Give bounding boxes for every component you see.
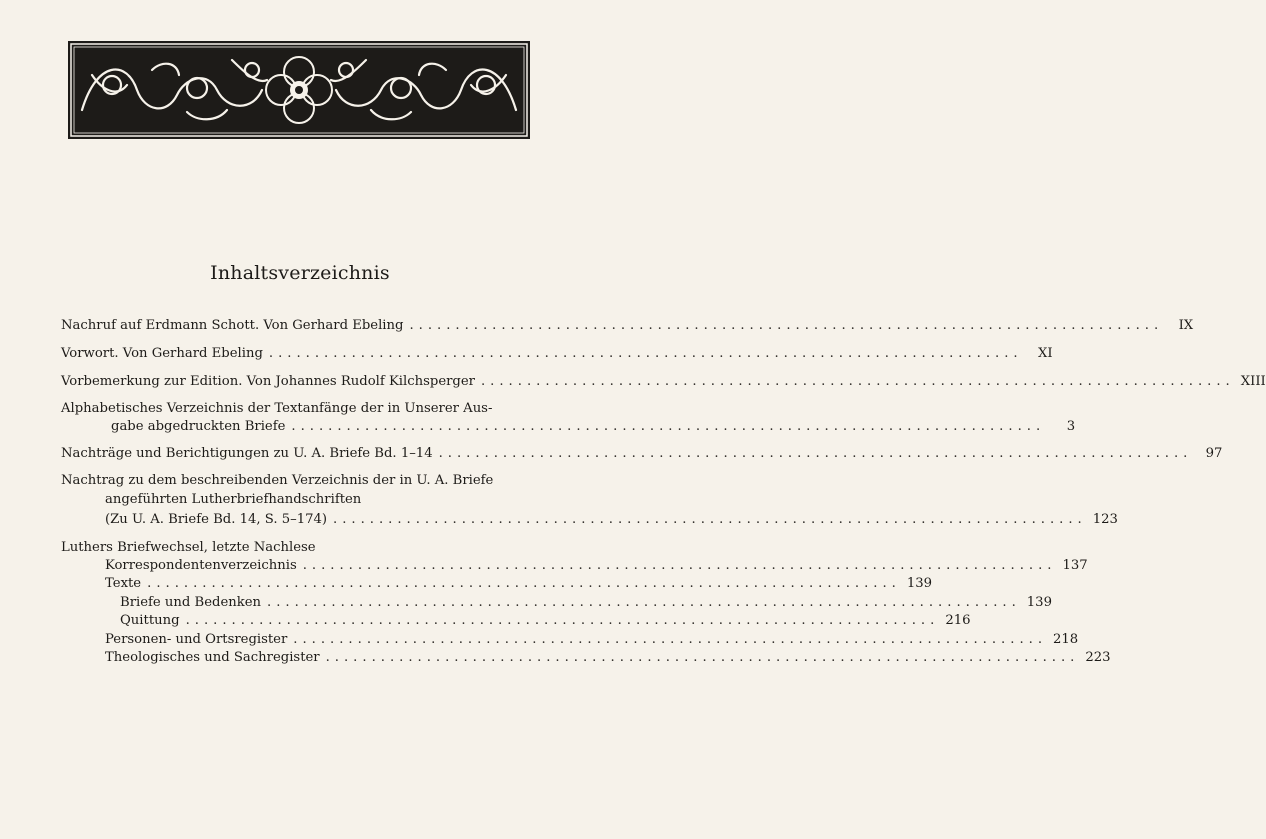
toc-entry[interactable]: Korrespondentenverzeichnis .................................................................................. 137 (105, 558, 1088, 573)
toc-entry[interactable]: gabe abgedruckten Briefe .................................................................................. 3 (111, 419, 1076, 434)
toc-entry[interactable]: Nachträge und Berichtigungen zu U. A. Briefe Bd. 1–14 .................................................................................. 97 (61, 446, 1223, 461)
toc-entry[interactable]: Vorwort. Von Gerhard Ebeling .................................................................................. XI (61, 346, 1053, 361)
toc-entry[interactable]: Nachruf auf Erdmann Schott. Von Gerhard Ebeling .................................................................................. IX (61, 318, 1194, 333)
toc-entry[interactable]: Briefe und Bedenken .................................................................................. 139 (120, 595, 1052, 610)
toc-entry[interactable]: Theologisches und Sachregister .................................................................................. 223 (105, 650, 1111, 665)
toc-entry[interactable]: (Zu U. A. Briefe Bd. 14, S. 5–174) .................................................................................. 123 (105, 512, 1118, 527)
toc-entry-line: Alphabetisches Verzeichnis der Textanfänge der in Unserer Aus- (61, 401, 493, 416)
toc-entry-line: Nachtrag zu dem beschreibenden Verzeichnis der in U. A. Briefe (61, 473, 494, 488)
toc-entry[interactable]: Personen- und Ortsregister .................................................................................. 218 (105, 632, 1079, 647)
toc-entry[interactable]: Texte .................................................................................. 139 (105, 576, 933, 591)
toc-entry[interactable]: Vorbemerkung zur Edition. Von Johannes Rudolf Kilchsperger .................................................................................. XIII (61, 374, 1266, 389)
page-title: Inhaltsverzeichnis (210, 262, 390, 284)
toc-entry[interactable]: Quittung .................................................................................. 216 (120, 613, 971, 628)
toc-entry-line: angeführten Lutherbriefhandschriften (105, 492, 362, 507)
toc-section-heading: Luthers Briefwechsel, letzte Nachlese (61, 540, 316, 555)
